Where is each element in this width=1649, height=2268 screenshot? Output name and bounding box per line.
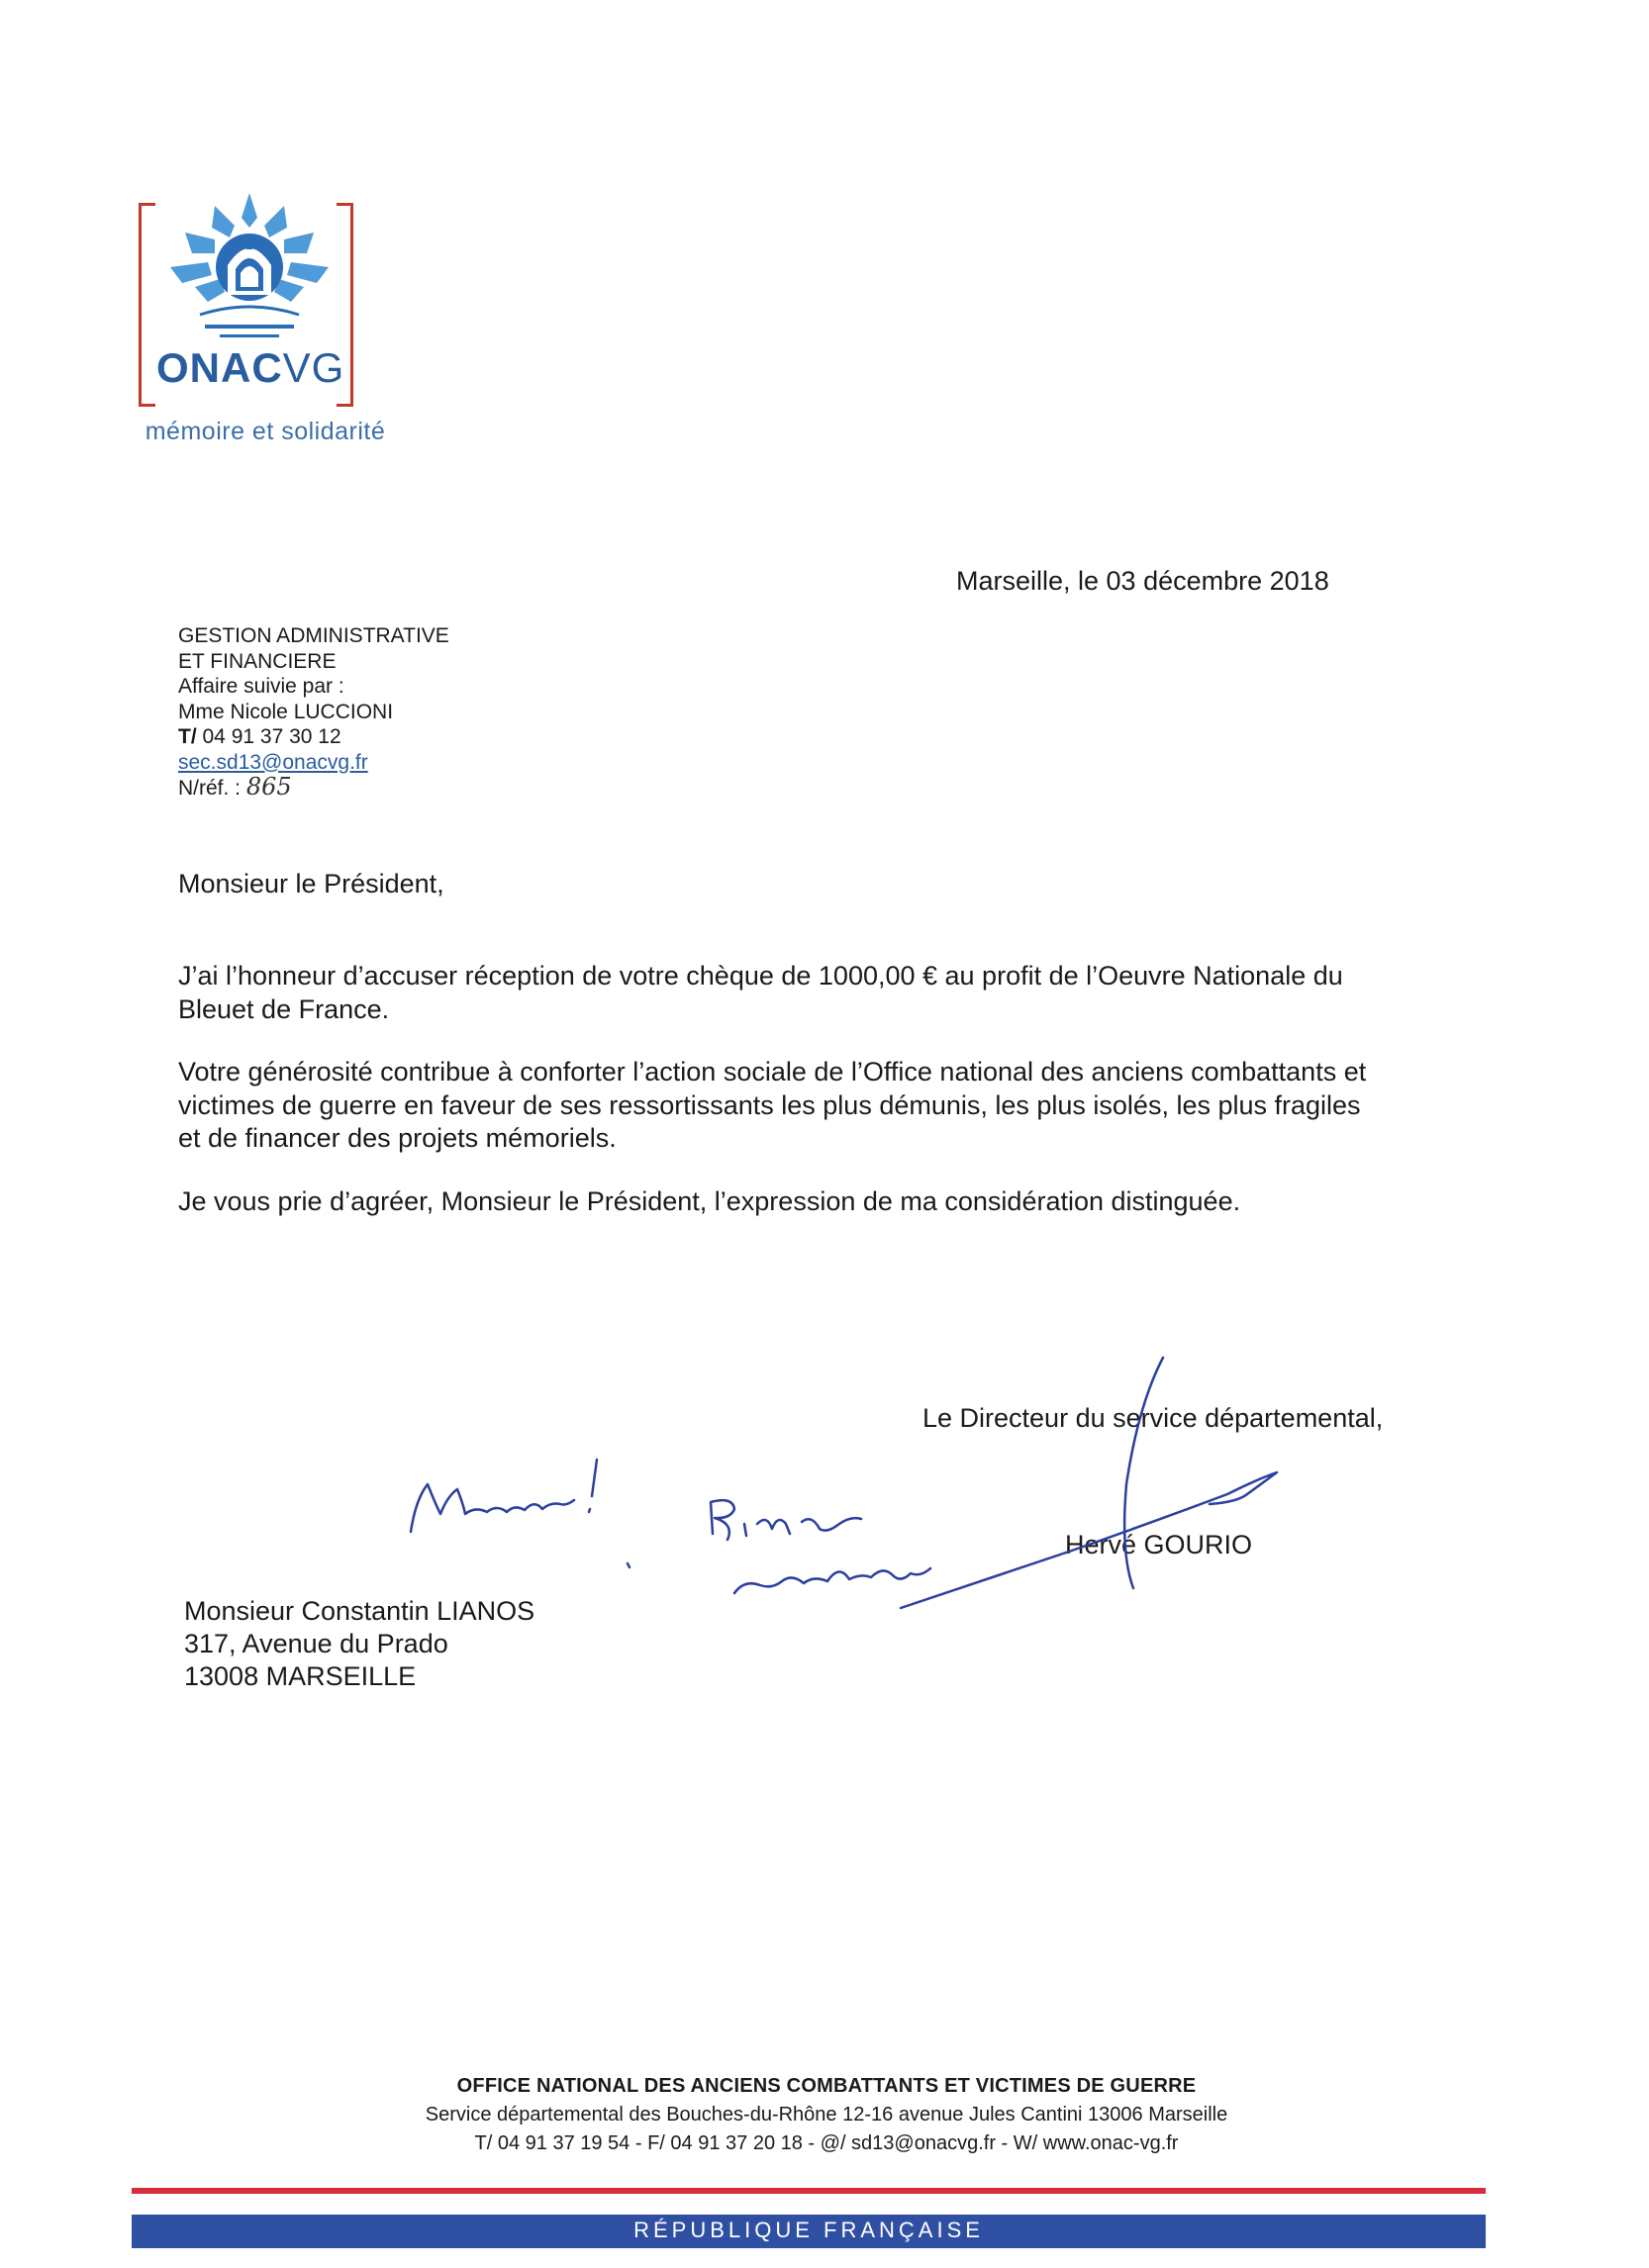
- recipient-address: [184, 1595, 534, 1693]
- footer-red-stripe: [132, 2188, 1486, 2194]
- contact-name: Mme Nicole LUCCIONI: [178, 700, 394, 723]
- handwritten-merci-scribble: [411, 1484, 574, 1532]
- logo-wordmark-regular: VG: [282, 344, 345, 391]
- reference-line: [178, 775, 449, 802]
- signatory-title: Le Directeur du service départemental,: [922, 1403, 1384, 1433]
- paragraph-1-line-2: Bleuet de France.: [178, 993, 390, 1024]
- letter-date: Marseille, le 03 décembre 2018: [956, 566, 1329, 596]
- footer-organization: OFFICE NATIONAL DES ANCIENS COMBATTANTS ET VICTIMES DE GUERRE: [456, 2075, 1197, 2097]
- paragraph-2-line-3: et de financer des projets mémoriels.: [178, 1123, 617, 1153]
- logo-tagline: mémoire et solidarité: [145, 418, 386, 445]
- followed-by-label: Affaire suivie par :: [178, 675, 344, 698]
- footer-address: Service départemental des Bouches-du-Rhône 12-16 avenue Jules Cantini 13006 Marseille: [425, 2104, 1228, 2126]
- paragraph-2-line-2: victimes de guerre en faveur de ses ressortissants les plus démunis, les plus isolés, les plus fragiles: [178, 1089, 1361, 1120]
- recipient-street: 317, Avenue du Prado: [184, 1629, 448, 1658]
- reference-label: N/réf. :: [178, 777, 246, 800]
- footer-contact: T/ 04 91 37 19 54 - F/ 04 91 37 20 18 - @/ sd13@onacvg.fr - W/ www.onac-vg.fr: [474, 2132, 1179, 2154]
- recipient-city: 13008 MARSEILLE: [184, 1661, 417, 1691]
- republique-francaise-label: RÉPUBLIQUE FRANÇAISE: [633, 2218, 984, 2242]
- paragraph-3: [178, 1185, 1485, 1219]
- footer: [198, 2075, 1455, 2155]
- onacvg-logo: [139, 188, 386, 455]
- reference-number-handwritten: 865: [245, 773, 292, 801]
- phone-line: [178, 724, 449, 750]
- paragraph-2: [178, 1056, 1485, 1156]
- handwritten-cordialement-scribble: [711, 1500, 861, 1540]
- phone-number: 04 91 37 30 12: [196, 725, 341, 748]
- signatory-name: Hervé GOURIO: [1065, 1530, 1253, 1559]
- paragraph-1-line-1: J’ai l’honneur d’accuser réception de votre chèque de 1000,00 € au profit de l’Oeuvre Nationale du: [178, 961, 1343, 991]
- logo-wordmark: [156, 344, 344, 392]
- paragraph-2-line-1: Votre générosité contribue à conforter l’action sociale de l’Office national des anciens combattants et: [178, 1057, 1367, 1087]
- cornflower-emblem-icon: [160, 188, 339, 346]
- phone-label: T/: [178, 725, 197, 748]
- department-line-1: GESTION ADMINISTRATIVE: [178, 624, 449, 647]
- department-line-2: ET FINANCIERE: [178, 649, 337, 673]
- logo-left-bracket: [139, 203, 155, 407]
- email-link[interactable]: sec.sd13@onacvg.fr: [178, 750, 368, 774]
- salutation: Monsieur le Président,: [178, 869, 444, 898]
- recipient-name: Monsieur Constantin LIANOS: [184, 1596, 535, 1626]
- director-signature: [901, 1358, 1277, 1608]
- paragraph-1: [178, 960, 1485, 1026]
- paragraph-3-line-1: Je vous prie d’agréer, Monsieur le Président, l’expression de ma considération distinguée.: [178, 1186, 1241, 1216]
- logo-wordmark-bold: ONAC: [156, 344, 283, 391]
- sender-block: [178, 623, 449, 802]
